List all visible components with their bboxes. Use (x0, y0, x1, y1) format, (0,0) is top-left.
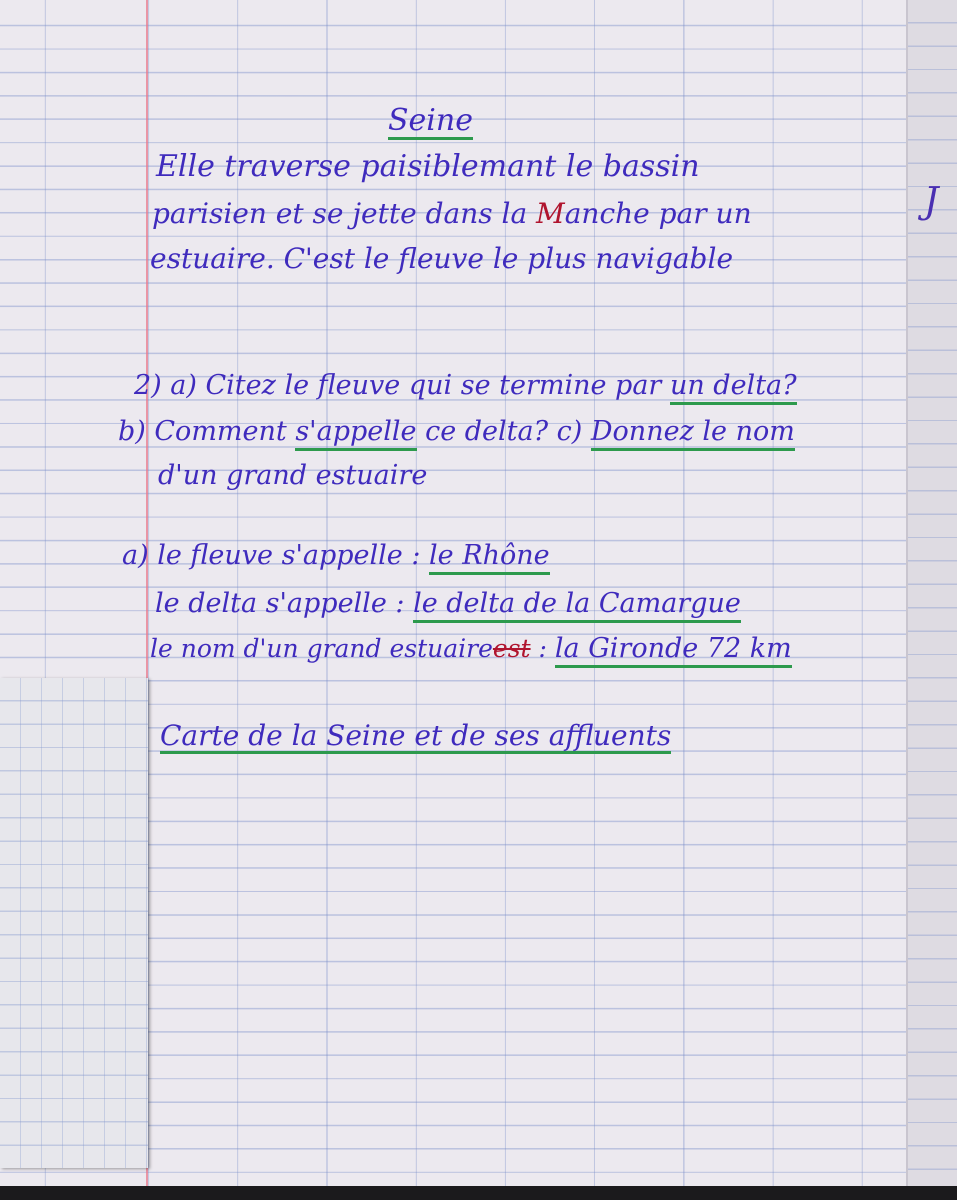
question-c: ce delta? c) (416, 416, 591, 447)
paragraph-line-1: Elle traverse paisiblemant le bassin (156, 149, 700, 184)
question-c-underlined: Donnez le nom (591, 416, 795, 451)
paragraph-line-2 (152, 197, 752, 230)
answer-1-underlined: le Rhône (429, 540, 550, 575)
question-a: 2) a) Citez le fleuve qui se termine par (134, 370, 670, 401)
paper-flap (0, 678, 148, 1168)
paragraph-line-2-end: anche par un (564, 197, 752, 230)
answer-2-underlined: le delta de la Camargue (413, 588, 741, 623)
question-a-underlined: un delta? (670, 370, 797, 405)
answer-3-prefix: le nom d'un grand estuaire (150, 634, 493, 663)
answer-3-underlined: la Gironde 72 km (555, 633, 792, 668)
question-b-underlined: s'appelle (295, 416, 416, 451)
answer-3-struck: est (492, 634, 531, 663)
answer-line-2 (155, 590, 741, 617)
question-line-2 (118, 418, 795, 445)
answer-1-prefix: a) le fleuve s'appelle : (122, 540, 430, 571)
question-line-1 (134, 372, 797, 399)
paragraph-line-2-start: parisien et se jette dans la (152, 197, 537, 230)
answer-3-colon: : (530, 634, 555, 663)
paragraph-line-3: estuaire. C'est le fleuve le plus navigable (150, 242, 734, 275)
question-b: b) Comment (118, 416, 296, 447)
page-title: Seine (388, 103, 473, 138)
answer-2-prefix: le delta s'appelle : (155, 588, 414, 619)
answer-line-1 (122, 542, 550, 569)
red-correction: M (536, 197, 565, 230)
next-page-edge (906, 0, 957, 1186)
answer-line-3 (150, 635, 792, 662)
map-heading: Carte de la Seine et de ses affluents (160, 719, 672, 752)
next-page-mark: J (924, 181, 939, 222)
question-line-3: d'un grand estuaire (158, 460, 428, 491)
